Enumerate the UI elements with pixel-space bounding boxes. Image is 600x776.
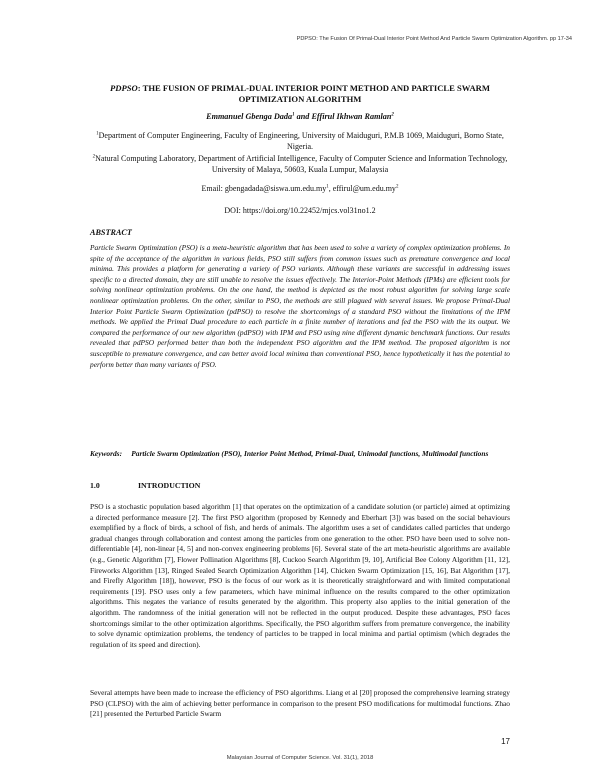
email-label: Email: (201, 184, 225, 193)
abstract-heading: ABSTRACT (90, 228, 132, 237)
doi-link[interactable]: DOI: https://doi.org/10.22452/mjcs.vol31no1.2 (224, 206, 376, 215)
abstract-text: Particle Swarm Optimization (PSO) is a meta-heuristic algorithm that has been used to solve a variety of complex optimization problems. In spite of the acceptance of the algorithm in various fields, PSO still suffers from common issues such as premature convergence and local minima. This provides a platform for generating a variety of PSO variants. Although these variants are successful in addressing issues specific to a directed domain, they are still unable to resolve the issues effectively. The Interior-Point Methods (IPMs) are efficient tools for solving nonlinear optimization problems. On the one hand, the method is depicted as the most robust algorithm for solving large scale nonlinear optimization problems. On the other, similar to PSO, the methods are still plagued with several issues. We propose Primal-Dual Interior Point Particle Swarm Optimization (pdPSO) to resolve the shortcomings of a standard PSO without the limitations of the IPM methods. We applied the Primal Dual procedure to each particle in a finite number of iterations and fed the PSO with the its output. We compared the performance of our new algorithm (pdPSO) with IPM and PSO using nine different dynamic benchmark functions. Our results revealed that pdPSO performed better than both the independent PSO algorithm and the IPM method. The proposed algorithm is not susceptible to premature convergence, and can better avoid local minima than conventional PSO, hence hypothetically it has the potential to perform better than many variants of PSO. (90, 243, 510, 369)
email-line (80, 184, 520, 193)
affiliation-2-sup: 2 (92, 154, 96, 160)
intro-paragraph-1: PSO is a stochastic population based algorithm [1] that operates on the optimization of a candidate solution (or particle) aimed at optimizing a directed performance measure [2]. The first PSO algorithm (proposed by Kennedy and Eberhart [3]) was based on the social behaviours exemplified by a flock of birds, a school of fish, and herds of animals. The algorithm uses a set of candidates called particles that undergo gradual changes through collaboration and contest among the particles from one generation to the other. PSO have been used to solve non-differentiable [4], non-linear [4, 5] and non-convex engineering problems [6]. Several state of the art meta-heuristic algorithms are available (e.g., Genetic Algorithm [7], Flower Pollination Algorithms [8], Cuckoo Search Algorithm [9, 10], Artificial Bee Colony Algorithm [11, 12], Fireworks Algorithm [13], Ringed Sealed Search Optimization Algorithm [14], Chicken Swarm Optimization [15, 16], Bat Algorithm [17], and Firefly Algorithm [18]), however, PSO is the focus of our work as it is theoretically straightforward and with limited computational requirements [19]. PSO uses only a few parameters, which have minimal influence on the results compared to the other optimization algorithms. This negates the variance of results generated by the algorithm. This property also applies to the initial generation of the algorithm. The randomness of the initial generation will not be reflected in the output produced. Despite these advantages, PSO faces shortcomings similar to the other optimization algorithms. Specifically, the PSO algorithm suffers from premature convergence, the inability to solve dynamic optimization problems, the tendency of particles to be trapped in local minima and partial optimism (which degrades the regulation of its speed and direction). (90, 502, 510, 649)
affiliation-2 (88, 153, 512, 175)
running-header: PDPSO: The Fusion Of Primal-Dual Interior Point Method And Particle Swarm Optimization Algorithm. pp 17-34 (296, 36, 572, 42)
affiliation-1-text: Department of Computer Engineering, Faculty of Engineering, University of Maiduguri, P.M.B 1069, Maiduguri, Borno State, Nigeria. (98, 131, 504, 151)
author-joiner: and (294, 112, 312, 121)
email-1-sup: 1 (326, 184, 329, 190)
author-2-sup: 2 (391, 112, 394, 118)
affiliation-1-sup: 1 (96, 131, 99, 137)
author-1-sup: 1 (292, 112, 295, 118)
email-sep: , (328, 184, 333, 193)
email-2-sup: 2 (395, 184, 399, 190)
author-1: Emmanuel Gbenga Dada (206, 112, 293, 121)
keywords-text: Particle Swarm Optimization (PSO), Interior Point Method, Primal-Dual, Unimodal functions, Multimodal functions (131, 449, 489, 458)
affiliation-2-text: Natural Computing Laboratory, Department of Artificial Intelligence, Faculty of Computer Science and Information Technology, University of Malaya, 50603, Kuala Lumpur, Malaysia (95, 154, 508, 174)
intro-paragraph-2: Several attempts have been made to increase the efficiency of PSO algorithms. Liang et al [20] proposed the comprehensive learning strategy PSO (CLPSO) with the aim of achieving better performance in comparison to the present PSO modifications for multimodal functions. Zhao [21] presented the Perturbed Particle Swarm (90, 688, 510, 719)
page-number: 17 (501, 737, 510, 746)
title-acronym: PDPSO (110, 83, 138, 93)
section-heading-introduction (90, 481, 200, 490)
keywords (90, 449, 510, 460)
section-number: 1.0 (90, 481, 100, 490)
author-list (80, 112, 520, 121)
paper-title (80, 83, 520, 105)
email-1[interactable]: gbengadada@siswa.um.edu.my (224, 184, 327, 193)
keywords-label: Keywords: (90, 449, 123, 458)
title-text: : THE FUSION OF PRIMAL-DUAL INTERIOR POINT METHOD AND PARTICLE SWARM OPTIMIZATION ALGORITHM (137, 83, 490, 104)
author-2: Effirul Ikhwan Ramlan (311, 112, 392, 121)
affiliation-1 (88, 130, 512, 152)
email-2[interactable]: effirul@um.edu.my (332, 184, 396, 193)
journal-footer: Malaysian Journal of Computer Science. Vol. 31(1), 2018 (226, 755, 374, 761)
section-title: INTRODUCTION (138, 481, 201, 490)
